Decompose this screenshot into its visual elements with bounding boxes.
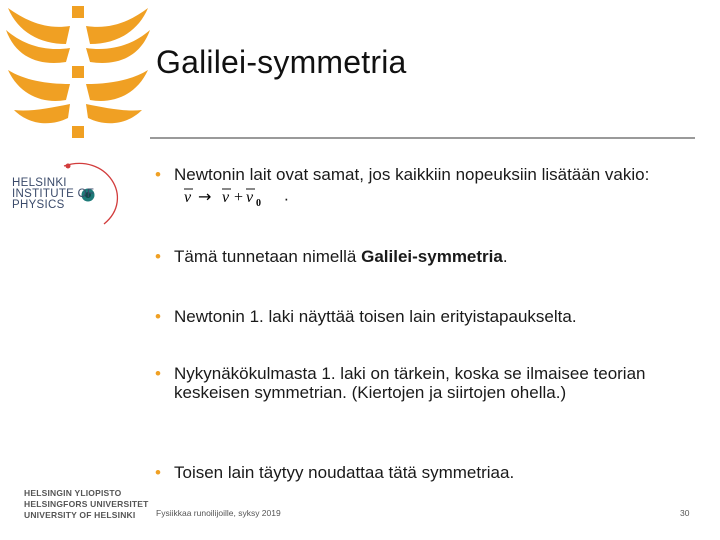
svg-text:v: v: [184, 189, 192, 206]
hip-name-line3: PHYSICS: [12, 199, 65, 211]
university-name-fi: HELSINGIN YLIOPISTO: [24, 488, 122, 498]
bullet-item: • Tämä tunnetaan nimellä Galilei-symmetria.: [155, 247, 508, 266]
svg-text:0: 0: [256, 198, 261, 208]
university-name-sv: HELSINGFORS UNIVERSITET: [24, 499, 149, 509]
svg-text:+: +: [234, 189, 244, 206]
bullet-item: • Newtonin lait ovat samat, jos kaikkiin nopeuksiin lisätään vakio: v → v + v 0 .: [155, 165, 650, 208]
bullet-dot-icon: •: [155, 165, 161, 184]
bullet-list: [155, 0, 700, 540]
bullet-item: • Nykynäkökulmasta 1. laki on tärkein, koska se ilmaisee teorian keskeisen symmetrian. (Kiertojen ja siirtojen ohella.): [155, 364, 646, 402]
university-flame-logo: [0, 0, 150, 150]
slide-title: Galilei-symmetria: [156, 44, 407, 80]
bullet-item: • Newtonin 1. laki näyttää toisen lain erityistapaukselta.: [155, 307, 577, 326]
galilei-transformation-formula: [182, 184, 280, 208]
bullet-dot-icon: •: [155, 307, 161, 326]
svg-text:→: →: [198, 187, 212, 206]
hip-name-line1: HELSINKI: [12, 177, 67, 189]
university-name-en: UNIVERSITY OF HELSINKI: [24, 510, 136, 520]
emphasis-term: Galilei-symmetria: [361, 247, 503, 266]
svg-text:v: v: [246, 189, 254, 206]
hip-name-line2: INSTITUTE OF: [12, 188, 95, 200]
bullet-dot-icon: •: [155, 364, 161, 383]
footer-course-name: Fysiikkaa runoilijoille, syksy 2019: [156, 508, 281, 518]
bullet-dot-icon: •: [155, 247, 161, 266]
page-number: 30: [680, 508, 690, 518]
bullet-dot-icon: •: [155, 463, 161, 482]
hip-logo: [12, 158, 124, 230]
svg-text:v: v: [222, 189, 230, 206]
university-name-block: [24, 488, 149, 521]
bullet-item: • Toisen lain täytyy noudattaa tätä symmetriaa.: [155, 463, 515, 482]
